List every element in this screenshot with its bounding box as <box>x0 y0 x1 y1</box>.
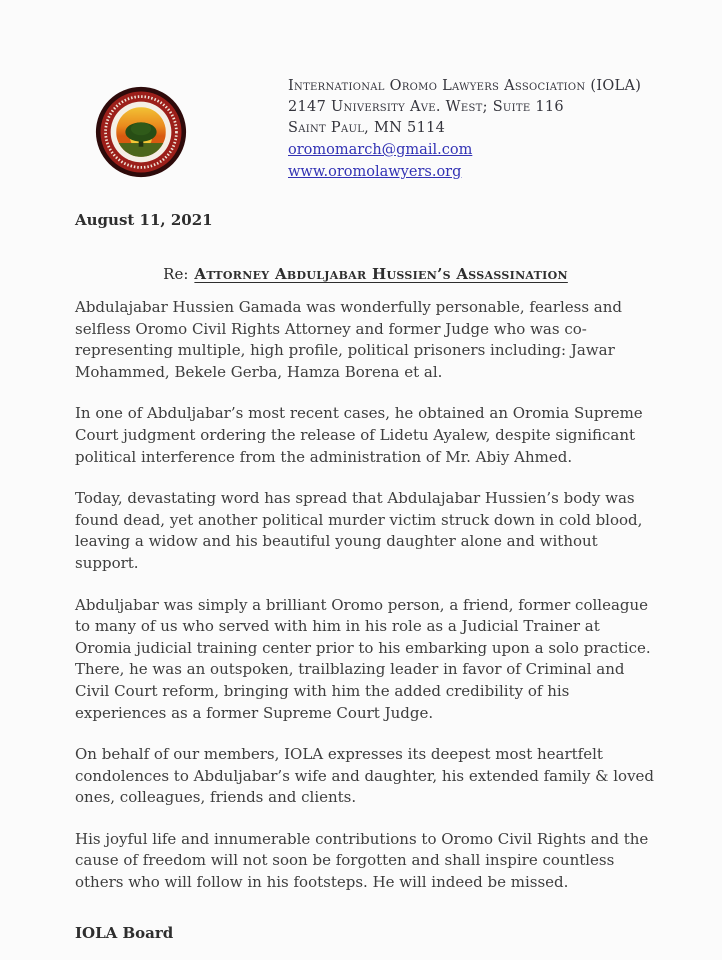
org-email-link[interactable]: oromomarch@gmail.com <box>288 142 473 158</box>
letter-paragraph-1: Abdulajabar Hussien Gamada was wonderfully personable, fearless and selfless Oromo Civil Rights Attorney and former Judge who was co-representing multiple, high profile, political prisoners including: Jawar Mohammed, Bekele Gerba, Hamza Borena et al. <box>75 298 623 381</box>
letter-paragraph-3: Today, devastating word has spread that Abdulajabar Hussien’s body was found dead, yet another political murder victim struck down in cold blood, leaving a widow and his beautiful young daughter alone and without support. <box>75 489 643 572</box>
org-name: International Oromo Lawyers Association (IOLA) <box>288 78 642 94</box>
org-address-line2: Saint Paul, MN 5114 <box>288 120 446 136</box>
letter-body <box>75 297 656 894</box>
letter-paragraph-4: Abduljabar was simply a brilliant Oromo person, a friend, former colleague to many of us who served with him in his role as a Judicial Trainer at Oromia judicial training center prior to his embarking upon a solo practice. There, he was an outspoken, trailblazing leader in favor of Criminal and Civil Court reform, bringing with him the added credibility of his experiences as a former Supreme Court Judge. <box>75 595 651 722</box>
letterhead-text <box>288 76 641 183</box>
letter-paragraph-6: His joyful life and innumerable contributions to Oromo Civil Rights and the cause of freedom will not soon be forgotten and shall inspire countless others who will follow in his footsteps. He will indeed be missed. <box>75 829 649 892</box>
subject-prefix: Re: <box>163 265 189 283</box>
subject-line <box>75 265 656 283</box>
letter-paragraph-5: On behalf of our members, IOLA expresses its deepest most heartfelt condolences to Abduljabar’s wife and daughter, his extended family & loved ones, colleagues, friends and clients. <box>75 745 655 807</box>
org-website-link[interactable]: www.oromolawyers.org <box>288 164 462 180</box>
letter-date: August 11, 2021 <box>75 211 213 229</box>
signature-line: IOLA Board <box>75 923 174 942</box>
org-address-line1: 2147 University Ave. West; Suite 116 <box>288 99 564 115</box>
subject-title: Attorney Abduljabar Hussien’s Assassination <box>194 265 568 283</box>
letterhead <box>75 76 656 183</box>
iola-logo-icon <box>95 86 187 178</box>
letter-paragraph-2: In one of Abduljabar’s most recent cases, he obtained an Oromia Supreme Court judgment ordering the release of Lidetu Ayalew, despite significant political interference from the administration of Mr. Abiy Ahmed. <box>75 404 643 466</box>
